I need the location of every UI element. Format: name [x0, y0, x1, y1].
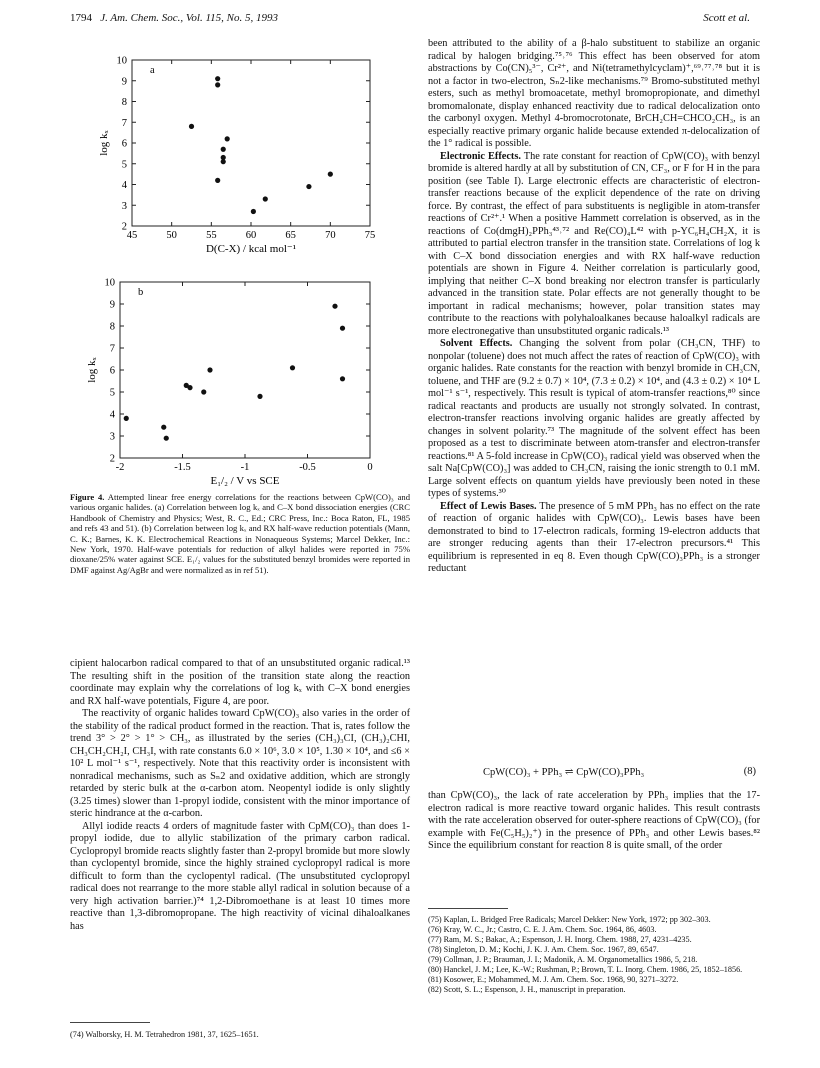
data-point — [164, 436, 169, 441]
plot-frame — [132, 60, 370, 226]
paragraph: cipient halocarbon radical compared to that of an unsubstituted organic radical.¹³ The resulting shift in the position of the transition state along the reaction coordinate may explain why the correlations of log kₓ with C–X bond energies and RX half-wave potentials, Figure 4, are poor. — [70, 658, 410, 707]
y-tick-label: 2 — [121, 221, 127, 233]
x-tick-label: 60 — [245, 230, 257, 241]
footnote: (76) Kray, W. C., Jr.; Castro, C. E. J. Am. Chem. Soc. 1964, 86, 4603. — [428, 925, 657, 934]
footnote: (81) Kosower, E.; Mohammed, M. J. Am. Chem. Soc. 1968, 90, 3271–3272. — [428, 975, 679, 984]
equation-number: (8) — [743, 766, 756, 777]
paragraph — [428, 338, 760, 501]
x-tick-label: -2 — [115, 462, 125, 473]
footnote: (78) Singleton, D. M.; Kochi, J. K. J. Am. Chem. Soc. 1967, 89, 6547. — [428, 945, 659, 954]
equation-body: CpW(CO)₃ + PPh₃ ⇌ CpW(CO)₃PPh₃ — [483, 767, 645, 778]
y-tick-label: 8 — [121, 97, 127, 108]
x-tick-label: 70 — [325, 230, 336, 241]
y-tick-label: 7 — [121, 117, 127, 129]
section-heading-lewis-bases: Effect of Lewis Bases. — [440, 500, 537, 512]
paragraph: than CpW(CO)₃, the lack of rate acceleration by PPh₃ implies that the 17-electron radical is more reactive toward organic halides. This result contrasts with the rate acceleration observed for outer-sphere reactions of CpW(CO)₃ (for example with Fe(C₅H₅)₂⁺) in the presence of PPh₃ and other Lewis bases.⁸² Since the equilibrium constant for reaction 8 is quite small, of the order — [428, 790, 760, 851]
y-tick-label: 9 — [109, 299, 115, 311]
left-column-body — [70, 658, 410, 933]
y-tick-label: 10 — [104, 277, 115, 289]
figure-caption-text: Attempted linear free energy correlations for the reactions between CpW(CO)₃ and various organic halides. (a) Correlation between log kₓ and C–X bond dissociation energies (CRC Handbook of Chemistry and Physics; West, R. C., Ed.; CRC Press, Inc.: Boca Raton, FL, 1985 and refs 43 and 51). (b) Correlation between log kₓ and RX half-wave reduction potentials (Mann, C. K.; Barnes, K. K. Electrochemical Reactions in Nonaqueous Systems; Marcel Dekker, Inc.: New York, 1970. Half-wave potentials for reduction of alkyl halides were reported in 75% dioxane/25% water against SCE. E₁/₂ values for the substituted benzyl bromides were reported in DMF against Ag/AgBr and were normalized as in ref 51). — [70, 492, 410, 575]
footnote: (74) Walborsky, H. M. Tetrahedron 1981, 37, 1625–1651. — [70, 1030, 259, 1039]
x-tick-label: -1.5 — [174, 462, 191, 473]
x-tick-label: 0 — [367, 462, 373, 473]
y-tick-label: 3 — [109, 431, 115, 443]
data-point — [221, 159, 226, 164]
figure-4b-chart — [70, 264, 410, 486]
running-header-authors: Scott et al. — [703, 12, 750, 24]
x-tick-label: -1 — [240, 462, 250, 473]
y-tick-label: 9 — [121, 76, 127, 88]
data-point — [328, 172, 333, 177]
footnotes-left — [70, 1030, 410, 1040]
y-tick-label: 7 — [109, 343, 115, 355]
data-point — [340, 376, 345, 381]
y-tick-label: 2 — [109, 453, 115, 465]
x-axis-label: D(C-X) / kcal mol⁻¹ — [205, 243, 297, 255]
journal-citation: J. Am. Chem. Soc., Vol. 115, No. 5, 1993 — [100, 12, 278, 24]
data-point — [225, 136, 230, 141]
data-point — [215, 76, 220, 81]
paragraph-text: The presence of 5 mM PPh₃ has no effect on the rate of reaction of organic halides with CpW(CO)₃. Lewis bases have been demonstrated to bind to 17-electron radicals, forming 19-electron adducts that are stronger reducing agents than their 17-electron precursors.⁴¹ This equilibrium is represented in eq 8. Even though CpW(CO)₃PPh₃ is a stronger reductant — [428, 500, 761, 574]
paragraph-text: The rate constant for reaction of CpW(CO)₃ with benzyl bromide is altered hardly at all by substitution of CN, CF₃, or F for H in the para position (see Table I). Large electronic effects are characteristic of electron-transfer reactions because of the explicit dependence of the rate on driving force. By contrast, the effect of para substituents is negligible in atom-transfer reactions of Cr²⁺.¹ When a positive Hammett correlation is observed, as in the reactions of Co(dmgH)₂PPh₃⁴³˒⁷² and Re(CO)₄L⁴² with p-YC₆H₄CH₂X, it is attributed to partial electron transfer in the transition state. Correlations of log k with C–X bond dissociation energies and with RX half-wave reduction potentials are shown in Figure 4. Neither correlation is particularly good, implying that neither C–X bond breaking nor electron transfer is particularly advanced in the transition state. Polar effects are not generally thought to be important in radical mechanisms; however, polar transition states may contribute to the reactions with polyhaloalkanes because haloalkyl radicals are more electronegative than unsubstituted organic radicals.¹³ — [428, 150, 760, 337]
data-point — [263, 196, 268, 201]
footnote-rule — [70, 1022, 150, 1023]
footnote-rule — [428, 908, 508, 909]
plot-frame — [120, 282, 370, 458]
paragraph: The reactivity of organic halides toward CpW(CO)₃ also varies in the order of the stability of the radical product formed in the reaction. That is, rates follow the trend 3° > 2° > 1° > CH₃, as illustrated by the series (CH₃)₃CI, (CH₃)₂CHI, CH₃CH₂CH₂I, CH₃I, with rate constants 6.0 × 10⁶, 3.0 × 10⁵, 1.30 × 10⁴, and ≤6 × 10² L mol⁻¹ s⁻¹, respectively. Note that this reactivity order is inconsistent with nonradical mechanisms, such as Sₙ2 and oxidative addition, which are strongly retarded by steric bulk at the α-carbon atom. Neopentyl iodide is only slightly (3.25 times) slower than 1-propyl iodide, consistent with the minor importance of steric hindrance at the α-carbon. — [70, 708, 410, 819]
y-tick-label: 3 — [121, 200, 127, 212]
data-point — [215, 178, 220, 183]
data-point — [290, 365, 295, 370]
y-tick-label: 10 — [116, 55, 127, 67]
paragraph-text: Changing the solvent from polar (CH₃CN, THF) to nonpolar (toluene) does not much affect the rates of reaction of CpW(CO)₃ with organic halides. Rate constants for the reaction with benzyl bromide in CH₃CN, toluene, and THF are (9.2 ± 0.7) × 10⁴, (7.3 ± 0.2) × 10⁴, and (4.3 ± 0.2) × 10⁴ L mol⁻¹ s⁻¹, respectively. This result is typical of atom-transfer reactions,⁸⁰ since radical reactants and products are usually not strongly solvated. In contrast, electron-transfer reactions involving organic halides are greatly affected by changes in solvent polarity.⁷³ The magnitude of the solvent effect has been proposed as a test to discriminate between atom-transfer and electron-transfer reactions.⁸¹ A 5-fold increase in CpW(CO)₃ radical yield was observed when the salt Na[CpW(CO)₃] was added to CH₃CN, raising the ionic strength to 0.1 mM. Large solvent effects on quantum yields have previously been noted in these types of systems.³⁰ — [428, 338, 761, 499]
data-point — [187, 385, 192, 390]
footnote: (82) Scott, S. L.; Espenson, J. H., manuscript in preparation. — [428, 985, 626, 994]
data-point — [161, 425, 166, 430]
paragraph — [428, 501, 760, 576]
data-point — [251, 209, 256, 214]
paragraph — [428, 151, 760, 339]
paragraph: been attributed to the ability of a β-halo substituent to stabilize an organic radical by halogen bridging.⁷⁵˒⁷⁶ This effect has been observed for atom abstractions by Co(CN)₅³⁻, Cr²⁺, and Ni(tetramethylcyclam)⁺,⁶⁹˒⁷⁷˒⁷⁸ but it is not a factor in two-electron, Sₙ2-like mechanisms.⁷⁹ Bromo-substituted methyl esters, such as methyl bromoacetate, methyl bromopropionate, and dimethyl bromomalonate, display enhanced reactivity due to radical delocalization onto the carbonyl oxygen. Methyl 4-bromocrotonate, BrCH₂CH=CHCO₂CH₃, is an especially reactive primary organic halide because extended π-delocalization of the 1° radical is possible. — [428, 38, 760, 149]
section-heading-solvent: Solvent Effects. — [440, 338, 513, 349]
y-tick-label: 6 — [109, 365, 115, 377]
data-point — [221, 147, 226, 152]
figure-caption-label: Figure 4. — [70, 492, 105, 502]
footnotes-right — [428, 915, 760, 995]
right-column-body — [428, 38, 760, 576]
panel-label: b — [138, 287, 144, 298]
y-tick-label: 4 — [109, 409, 115, 421]
page-number: 1794 — [70, 12, 92, 24]
data-point — [124, 416, 129, 421]
right-column-body-cont — [428, 790, 760, 853]
footnote: (80) Hanckel, J. M.; Lee, K.-W.; Rushman, P.; Brown, T. L. Inorg. Chem. 1986, 25, 1852–1856. — [428, 965, 743, 974]
footnote: (75) Kaplan, L. Bridged Free Radicals; Marcel Dekker: New York, 1972; pp 302–303. — [428, 915, 711, 924]
data-point — [306, 184, 311, 189]
data-point — [207, 367, 212, 372]
section-heading-electronic: Electronic Effects. — [440, 150, 521, 162]
data-point — [332, 304, 337, 309]
figure-4a-chart — [70, 40, 410, 270]
x-tick-label: -0.5 — [299, 462, 316, 473]
x-tick-label: 50 — [166, 230, 177, 241]
y-axis-label: log kₓ — [86, 357, 98, 383]
y-tick-label: 8 — [109, 321, 115, 333]
running-header — [70, 12, 278, 24]
x-tick-label: 55 — [206, 230, 217, 241]
paragraph: Allyl iodide reacts 4 orders of magnitude faster with CpM(CO)₃ than does 1-propyl iodide, due to allylic stabilization of the primary carbon radical. Cyclopropyl bromide reacts slightly faster than 2-propyl bromide but more slowly than cyclopentyl bromide, since the highly strained cyclopropyl radical is more difficult to form than the cyclopentyl radical. (The unsubstituted cyclopropyl radical does not rearrange to the more stable allyl radical in solution because of a very high activation barrier.)⁷⁴ 1,2-Dibromoethane is at least 10 times more reactive than 1,3-dibromopropane. The high reactivity of vicinal dihaloalkanes has — [70, 820, 410, 932]
figure-caption — [70, 492, 410, 575]
data-point — [215, 82, 220, 87]
y-tick-label: 4 — [121, 180, 127, 191]
panel-label: a — [150, 65, 155, 76]
y-axis-label: log kₓ — [98, 130, 110, 156]
x-axis-label: E₁/₂ / V vs SCE — [210, 475, 280, 486]
x-tick-label: 75 — [364, 230, 376, 241]
x-tick-label: 45 — [126, 230, 138, 241]
data-point — [340, 326, 345, 331]
y-tick-label: 6 — [121, 138, 127, 150]
data-point — [257, 394, 262, 399]
y-tick-label: 5 — [121, 159, 127, 171]
x-tick-label: 65 — [285, 230, 296, 241]
footnote: (79) Collman, J. P.; Brauman, J. I.; Madonik, A. M. Organometallics 1986, 5, 218. — [428, 955, 698, 964]
data-point — [201, 389, 206, 394]
y-tick-label: 5 — [109, 387, 115, 399]
footnote: (77) Ram, M. S.; Bakac, A.; Espenson, J. H. Inorg. Chem. 1988, 27, 4231–4235. — [428, 935, 692, 944]
data-point — [189, 124, 194, 129]
